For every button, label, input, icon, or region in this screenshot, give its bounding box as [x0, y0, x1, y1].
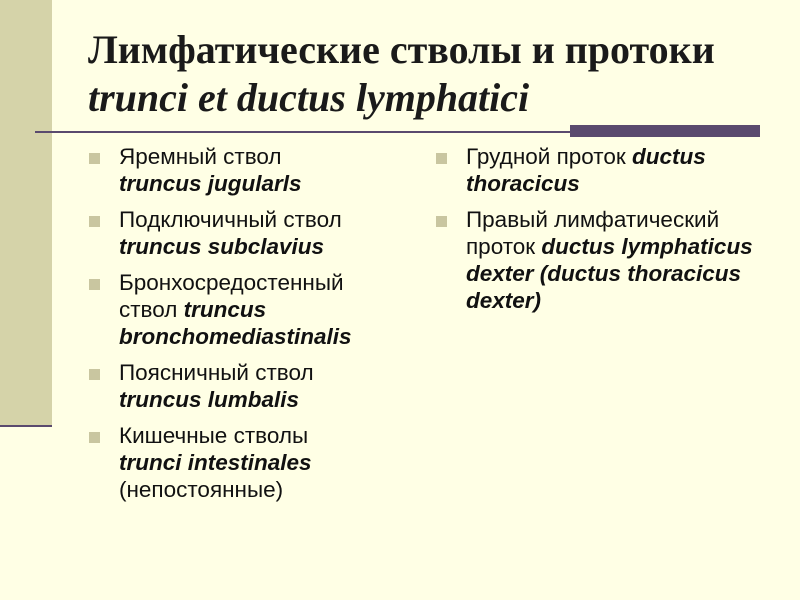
item-latin: trunci intestinales	[119, 450, 312, 475]
item-russian: Правый лимфатический проток	[466, 207, 720, 259]
title-latin: trunci et ductus lymphatici	[88, 75, 530, 120]
square-bullet-icon	[89, 432, 100, 443]
square-bullet-icon	[89, 369, 100, 380]
square-bullet-icon	[436, 216, 447, 227]
item-latin: truncus lumbalis	[119, 387, 300, 412]
slide-title	[88, 26, 778, 122]
item-latin: truncus subclavius	[119, 234, 325, 259]
right-bullet-list	[435, 143, 760, 323]
list-item	[435, 206, 760, 314]
item-russian: Подключичный ствол	[119, 207, 342, 232]
item-russian: Поясничный ствол	[119, 360, 314, 385]
list-item	[88, 359, 408, 413]
item-note: (непостоянные)	[119, 477, 284, 502]
square-bullet-icon	[89, 216, 100, 227]
list-item	[88, 206, 408, 260]
item-latin: ductus thoracicus	[466, 144, 706, 196]
list-item	[435, 143, 760, 197]
square-bullet-icon	[89, 279, 100, 290]
item-russian: Кишечные стволы	[119, 423, 309, 448]
item-latin: truncus jugularls	[119, 171, 302, 196]
item-russian: Бронхосредостенный ствол	[119, 270, 344, 322]
title-main: Лимфатические стволы и протоки	[88, 27, 715, 72]
square-bullet-icon	[89, 153, 100, 164]
item-russian: Яремный ствол	[119, 144, 282, 169]
left-bullet-list	[88, 143, 408, 512]
item-latin: ductus lymphaticus dexter (ductus thoracicus dexter)	[466, 234, 753, 313]
title-divider-accent	[570, 125, 760, 137]
list-item	[88, 269, 408, 350]
side-bar-decoration	[0, 0, 52, 425]
item-russian: Грудной проток	[466, 144, 626, 169]
item-latin: truncus bronchomediastinalis	[119, 297, 352, 349]
square-bullet-icon	[436, 153, 447, 164]
list-item	[88, 422, 408, 503]
list-item	[88, 143, 408, 197]
side-bar-underline	[0, 425, 52, 427]
